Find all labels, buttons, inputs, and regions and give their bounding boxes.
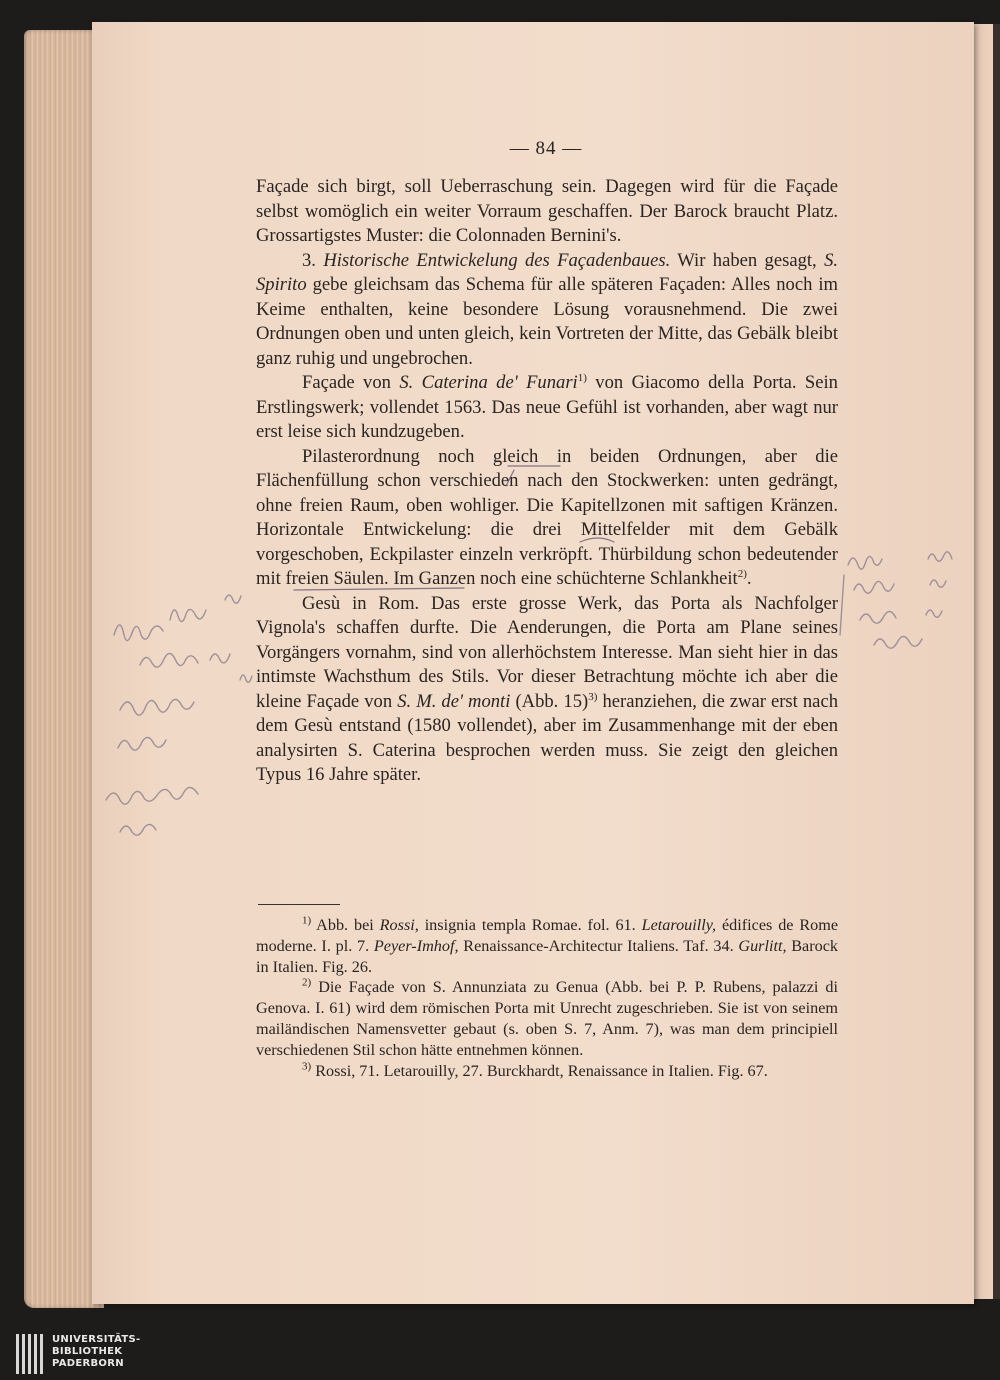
footnote-3 bbox=[256, 1061, 838, 1082]
paragraph-5-text-b: (Abb. 15) bbox=[515, 690, 589, 712]
paragraph-3-text-b: von Giacomo della Porta. Sein Erstlingswerk; vollendet 1563. Das neue Gefühl ist vorhanden, aber wagt nur erst leise sich kundzugeben. bbox=[256, 372, 838, 442]
footnote-text: Renaissance-Architectur Italiens. Taf. 34. bbox=[463, 936, 734, 955]
library-logo bbox=[52, 1334, 141, 1370]
paragraph-1: Façade sich birgt, soll Ueberraschung sein. Dagegen wird für die Façade selbst womöglich ein weiter Vorraum geschaffen. Der Barock braucht Platz. Grossartigstes Muster: die Colonnaden Bernini's. bbox=[256, 176, 838, 246]
paragraph-5 bbox=[256, 592, 838, 788]
author-name: Rossi, bbox=[379, 916, 419, 934]
church-name: S. M. de' monti bbox=[397, 690, 511, 712]
book-gutter bbox=[993, 24, 1000, 1299]
pencil-marginalia-right bbox=[838, 545, 968, 675]
section-number: 3. bbox=[302, 249, 316, 271]
footnote-marker: 1) bbox=[302, 914, 312, 927]
footnote-text: insignia templa Romae. fol. 61. bbox=[424, 916, 636, 934]
footnote-ref: 3) bbox=[588, 690, 598, 703]
footnote-ref: 1) bbox=[577, 371, 587, 384]
logo-line-3: PADERBORN bbox=[52, 1358, 124, 1369]
pencil-marginalia-left bbox=[100, 580, 260, 840]
library-logo-icon bbox=[16, 1334, 46, 1374]
footnote-text: Barock in Italien. Fig. 26. bbox=[256, 936, 838, 976]
footnote-text: édifices de Rome moderne. I. pl. 7. bbox=[256, 916, 839, 955]
paragraph-4-text-b: . bbox=[746, 568, 752, 589]
author-name: Letarouilly, bbox=[641, 916, 717, 934]
footnote-2 bbox=[256, 977, 838, 1060]
footnote-ref: 2) bbox=[737, 567, 747, 580]
page-number: — 84 — bbox=[509, 138, 583, 159]
pencil-underlines bbox=[250, 440, 670, 600]
footnotes bbox=[256, 915, 838, 1081]
footnote-marker: 2) bbox=[302, 977, 312, 989]
paragraph-2-text-a: Wir haben gesagt, bbox=[677, 249, 817, 271]
footnote-text: Die Façade von S. Annunziata zu Genua (Abb. bei P. P. Rubens, palazzi di Genova. I. 61) wird dem römischen Porta mit Unrecht zugeschrieben. Sie ist von seinem mailändischen Namensvetter gebaut (s. oben S. 7, Anm. 7), was man dem principiell verschiedenen Stil schon hätte entnehmen können. bbox=[256, 978, 838, 1059]
paragraph-2 bbox=[256, 249, 838, 372]
paragraph-5-text-a: Gesù in Rom. Das erste grosse Werk, das Porta als Nachfolger Vignola's schaffen durfte. Die Aenderungen, die Porta am Plane seines Vorgängers vornahm, sind von allerhöchstem Interesse. Man sieht hier in das intimste Wachsthum des Stils. Vor dieser Betrachtung möchte ich aber die kleine Façade von bbox=[256, 592, 838, 712]
footnote-marker: 3) bbox=[302, 1060, 312, 1073]
footnote-1 bbox=[256, 915, 838, 977]
footnote-text: Abb. bei bbox=[316, 916, 374, 934]
church-name: S. Spirito bbox=[256, 249, 839, 295]
paragraph-3-text-a: Façade von bbox=[302, 372, 391, 393]
paragraph-5-text-c: heranziehen, die zwar erst nach dem Gesù entstand (1580 vollendet), aber im Zusammenhange mit der eben analysirten S. Caterina besprochen werden muss. Sie zeigt den gleichen Typus 16 Jahre später. bbox=[256, 690, 838, 785]
paragraph-2-text-b: gebe gleichsam das Schema für alle späteren Façaden: Alles noch im Keime enthalten, keine besondere Lösung vorausnehmend. Die zwei Ordnungen oben und unten gleich, kein Vortreten der Mitte, das Gebälk bleibt ganz ruhig und ungebrochen. bbox=[256, 274, 839, 369]
paragraph-4-text-a: Pilasterordnung noch gleich in beiden Ordnungen, aber die Flächenfüllung schon verschieden nach den Stockwerken: unten gedrängt, ohne freien Raum, oben wohliger. Die Kapitellzonen mit saftigen Kränzen. Horizontale Entwickelung: die drei Mittelfelder mit dem Gebälk vorgeschoben, Eckpilaster einzeln verkröpft. Thürbildung schon bedeutender mit freien Säulen. Im Ganzen noch eine schüchterne Schlankheit bbox=[256, 445, 838, 589]
paragraph-3 bbox=[256, 371, 838, 445]
footnote-text: Rossi, 71. Letarouilly, 27. Burckhardt, Renaissance in Italien. Fig. 67. bbox=[315, 1061, 768, 1080]
logo-line-2: BIBLIOTHEK bbox=[52, 1346, 123, 1357]
logo-line-1: UNIVERSITÄTS- bbox=[52, 1334, 141, 1345]
author-name: Peyer-Imhof, bbox=[373, 936, 459, 955]
footnote-rule bbox=[258, 904, 340, 905]
author-name: Gurlitt, bbox=[738, 936, 787, 955]
church-name: S. Caterina de' Funari bbox=[399, 372, 578, 393]
section-heading: Historische Entwickelung des Façadenbaues. bbox=[323, 249, 671, 271]
